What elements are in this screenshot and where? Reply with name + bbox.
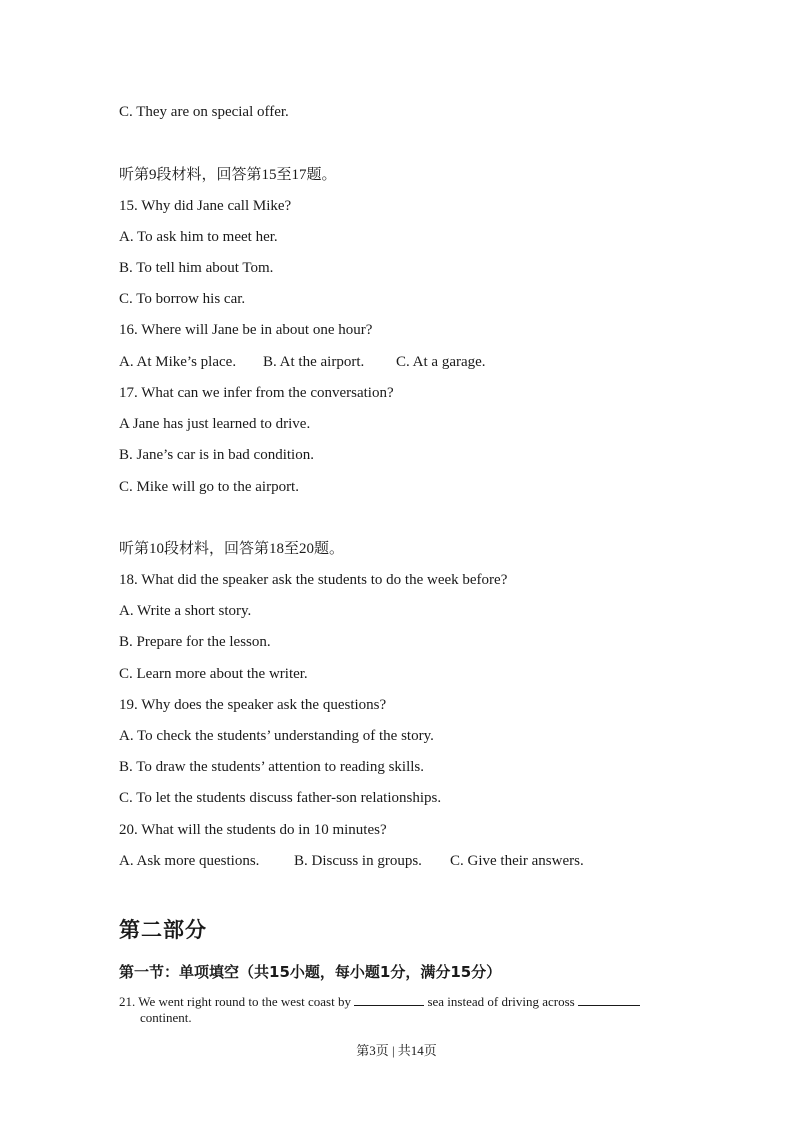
option-c: C. At a garage. [396,354,486,370]
option-line: A Jane has just learned to drive. [119,416,311,432]
question-19: 19. Why does the speaker ask the questions? [119,697,387,713]
option-b: B. Discuss in groups. [294,853,422,869]
option-line: A. To check the students’ understanding of the story. [119,728,434,744]
section-instruction: 听第9段材料，回答第15至17题。 [119,167,337,183]
option-line: B. To draw the students’ attention to reading skills. [119,759,425,775]
question-18: 18. What did the speaker ask the students to do the week before? [119,572,508,588]
question-17: 17. What can we infer from the conversation? [119,385,394,401]
section-title: 第一节：单项填空（共15小题，每小题1分，满分15分） [119,963,502,981]
options-row [119,353,486,371]
option-b: B. At the airport. [263,354,365,370]
option-line: C. Mike will go to the airport. [119,479,299,495]
question-15: 15. Why did Jane call Mike? [119,198,292,214]
question-text: sea instead of driving across [427,994,575,1009]
option-line: C. Learn more about the writer. [119,666,308,682]
option-line: B. To tell him about Tom. [119,260,274,276]
option-line: B. Prepare for the lesson. [119,634,271,650]
question-20: 20. What will the students do in 10 minutes? [119,822,387,838]
answer-blank[interactable] [354,993,424,1006]
question-text: 21. We went right round to the west coast by [119,994,351,1009]
question-16: 16. Where will Jane be in about one hour? [119,322,373,338]
option-line: C. To let the students discuss father-son relationships. [119,790,442,806]
option-a: A. Ask more questions. [119,853,260,869]
option-line: B. Jane’s car is in bad condition. [119,447,314,463]
option-line: C. To borrow his car. [119,291,246,307]
answer-blank[interactable] [578,993,640,1006]
question-21 [119,993,679,1026]
option-line: A. Write a short story. [119,603,252,619]
option-line: A. To ask him to meet her. [119,229,278,245]
question-text: continent. [140,1010,192,1025]
page-footer: 第3页 | 共14页 [356,1043,437,1058]
section-instruction: 听第10段材料，回答第18至20题。 [119,541,345,557]
option-line: C. They are on special offer. [119,104,289,120]
options-row [119,852,584,870]
option-c: C. Give their answers. [450,853,584,869]
part-title: 第二部分 [119,918,207,942]
option-a: A. At Mike’s place. [119,354,237,370]
